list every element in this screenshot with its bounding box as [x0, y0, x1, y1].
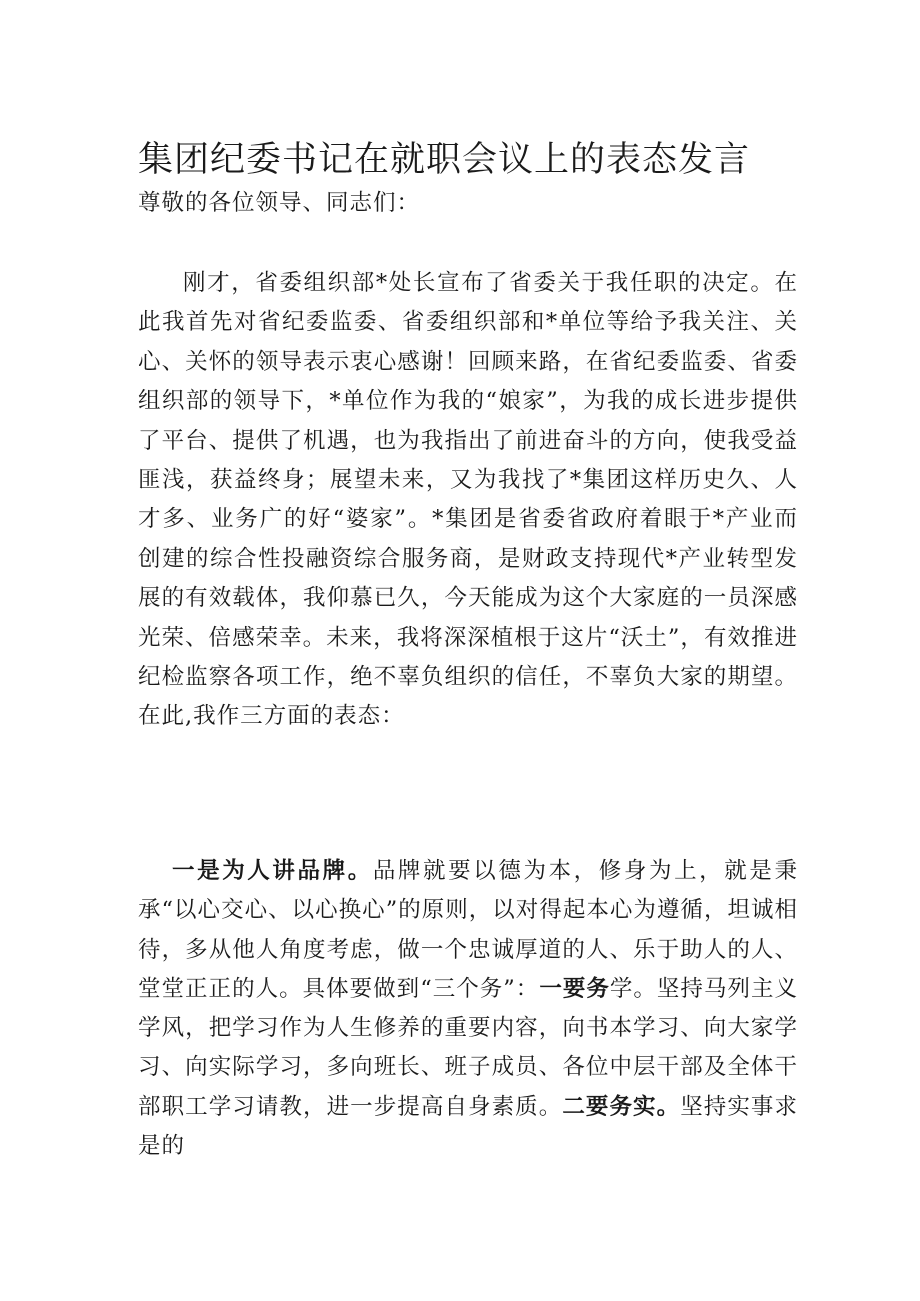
document-title: 集团纪委书记在就职会议上的表态发言	[138, 140, 751, 180]
paragraph-2-bold-b: 一要务	[539, 975, 610, 1002]
paragraph-2-text-a: 品牌就要以德为本，修身为上，就是秉承“以心交心、以心换心”的原则，以对得起本心为遵循，坦诚相待，多从他人角度考虑，做一个忠诚厚道的人、乐于助人的人、堂堂正正的人。具体要做到“三个务”：	[138, 858, 798, 1002]
paragraph-2-text-c: 学。坚持马列主义学风，把学习作为人生修养的重要内容，向书本学习、向大家学习、向实际学习，多向班长、班子成员、各位中层干部及全体干部职工学习请教，进一步提高自身素质。	[138, 975, 798, 1120]
paragraph-2-text-e: 坚持实事求是的	[138, 1093, 798, 1160]
paragraph-2	[138, 852, 798, 1166]
paragraph-2-bold-d: 二要务实。	[562, 1093, 681, 1120]
paragraph-2-heading: 一是为人讲品牌。	[172, 858, 373, 884]
salutation: 尊敬的各位领导、同志们：	[138, 190, 421, 216]
paragraph-1: 刚才，省委组织部*处长宣布了省委关于我任职的决定。在此我首先对省纪委监委、省委组织部和*单位等给予我关注、关心、关怀的领导表示衷心感谢！回顾来路，在省纪委监委、省委组织部的领导下，*单位作为我的“娘家”，为我的成长进步提供了平台、提供了机遇，也为我指出了前进奋斗的方向，使我受益匪浅，获益终身；展望未来，又为我找了*集团这样历史久、人才多、业务广的好“婆家”。*集团是省委省政府着眼于*产业而创建的综合性投融资综合服务商，是财政支持现代*产业转型发展的有效载体，我仰慕已久，今天能成为这个大家庭的一员深感光荣、倍感荣幸。未来，我将深深植根于这片“沃土”，有效推进纪检监察各项工作，绝不辜负组织的信任，不辜负大家的期望。在此,我作三方面的表态：	[138, 270, 798, 730]
